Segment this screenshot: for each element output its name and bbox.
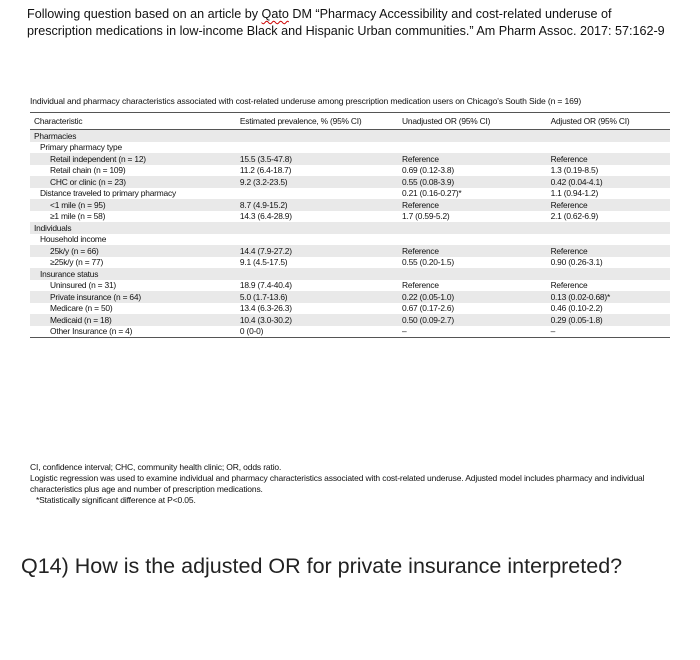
row-unadjusted-or: 1.7 (0.59-5.2) xyxy=(402,211,450,222)
row-adjusted-or xyxy=(547,234,670,246)
row-unadjusted-or: 0.22 (0.05-1.0) xyxy=(398,291,547,303)
table-row xyxy=(30,257,670,269)
table-row xyxy=(30,188,670,200)
table-row xyxy=(30,245,670,257)
row-unadjusted-or: 0.67 (0.17-2.6) xyxy=(402,303,454,314)
table-header-row xyxy=(30,113,670,130)
row-unadjusted-or xyxy=(398,130,547,142)
row-unadjusted-or: – xyxy=(398,326,547,338)
row-prevalence: 10.4 (3.0-30.2) xyxy=(236,314,398,326)
header-unadjusted-or: Unadjusted OR (95% CI) xyxy=(398,113,547,130)
row-prevalence: 0 (0-0) xyxy=(236,326,398,338)
table-footnotes xyxy=(30,462,680,506)
row-unadjusted-or: 0.50 (0.09-2.7) xyxy=(398,314,547,326)
row-prevalence xyxy=(236,142,398,154)
header-prevalence: Estimated prevalence, % (95% CI) xyxy=(236,113,398,130)
table-container xyxy=(30,96,670,338)
row-prevalence: 9.1 (4.5-17.5) xyxy=(239,257,288,268)
row-label: Medicare (n = 50) xyxy=(50,303,113,314)
row-prevalence: 18.9 (7.4-40.4) xyxy=(239,280,292,291)
row-prevalence: 11.2 (6.4-18.7) xyxy=(239,165,292,176)
table-row xyxy=(30,165,670,177)
row-label: 25k/y (n = 66) xyxy=(30,245,236,257)
row-label: CHC or clinic (n = 23) xyxy=(30,176,236,188)
row-prevalence: 8.7 (4.9-15.2) xyxy=(236,199,398,211)
row-prevalence xyxy=(236,188,398,200)
row-unadjusted-or: Reference xyxy=(398,245,547,257)
footnote-methods: Logistic regression was used to examine individual and pharmacy characteristics associated with cost-related underuse. Adjusted model includes pharmacy and individual characteristics plus age and number of prescription medications. xyxy=(30,473,645,494)
row-unadjusted-or: Reference xyxy=(398,199,547,211)
row-adjusted-or: 2.1 (0.62-6.9) xyxy=(550,211,599,222)
row-label: <1 mile (n = 95) xyxy=(30,199,236,211)
row-unadjusted-or xyxy=(398,268,547,280)
row-adjusted-or: 0.42 (0.04-4.1) xyxy=(547,176,670,188)
row-label: Pharmacies xyxy=(30,130,236,142)
row-label: Retail chain (n = 109) xyxy=(50,165,126,176)
row-adjusted-or: 1.1 (0.94-1.2) xyxy=(550,188,599,199)
question-text: Q14) How is the adjusted OR for private insurance interpreted? xyxy=(21,554,623,578)
row-label: Private insurance (n = 64) xyxy=(30,291,236,303)
row-label: Retail independent (n = 12) xyxy=(30,153,236,165)
row-label: Household income xyxy=(40,234,107,245)
intro-author-surname: Qato xyxy=(261,7,289,21)
footnote-abbreviations: CI, confidence interval; CHC, community health clinic; OR, odds ratio. xyxy=(30,462,282,472)
row-adjusted-or xyxy=(547,130,670,142)
row-adjusted-or: 0.90 (0.26-3.1) xyxy=(550,257,603,268)
row-label: Uninsured (n = 31) xyxy=(50,280,116,291)
row-label: Medicaid (n = 18) xyxy=(30,314,236,326)
row-adjusted-or: – xyxy=(547,326,670,338)
table-row xyxy=(30,211,670,223)
intro-suffix: DM “Pharmacy Accessibility and cost-related underuse of prescription medications in low-income Black and Hispanic Urban communities.” Am Pharm Assoc. 2017: 57:162-9 xyxy=(27,7,665,38)
table-row xyxy=(30,130,670,142)
row-unadjusted-or: 0.69 (0.12-3.8) xyxy=(402,165,454,176)
table-caption: Individual and pharmacy characteristics associated with cost-related underuse among prescription medication users on Chicago's South Side (n = 169) xyxy=(30,96,582,106)
row-prevalence: 14.3 (6.4-28.9) xyxy=(239,211,292,222)
row-adjusted-or: 0.29 (0.05-1.8) xyxy=(547,314,670,326)
header-characteristic: Characteristic xyxy=(30,113,236,130)
row-unadjusted-or: 0.55 (0.20-1.5) xyxy=(402,257,454,268)
row-adjusted-or: Reference xyxy=(547,245,670,257)
row-prevalence: 13.4 (6.3-26.3) xyxy=(239,303,292,314)
data-table xyxy=(30,112,670,338)
row-label: Other Insurance (n = 4) xyxy=(30,326,236,338)
row-label: Primary pharmacy type xyxy=(40,142,122,153)
table-row xyxy=(30,268,670,280)
table-row xyxy=(30,142,670,154)
table-row xyxy=(30,199,670,211)
row-prevalence: 15.5 (3.5-47.8) xyxy=(236,153,398,165)
row-unadjusted-or xyxy=(398,142,547,154)
row-label: Insurance status xyxy=(30,268,236,280)
row-unadjusted-or: 0.21 (0.16-0.27)* xyxy=(402,188,462,199)
row-prevalence: 9.2 (3.2-23.5) xyxy=(236,176,398,188)
table-row xyxy=(30,291,670,303)
row-label: Individuals xyxy=(30,222,236,234)
row-label: Distance traveled to primary pharmacy xyxy=(40,188,176,199)
row-adjusted-or: 0.13 (0.02-0.68)* xyxy=(547,291,670,303)
row-adjusted-or: Reference xyxy=(550,280,588,291)
row-unadjusted-or: Reference xyxy=(402,280,439,291)
row-label: ≥1 mile (n = 58) xyxy=(50,211,106,222)
footnote-significance: *Statistically significant difference at P<0.05. xyxy=(36,495,196,505)
row-prevalence: 5.0 (1.7-13.6) xyxy=(236,291,398,303)
table-row xyxy=(30,280,670,292)
table-row xyxy=(30,176,670,188)
header-adjusted-or: Adjusted OR (95% CI) xyxy=(547,113,670,130)
row-prevalence xyxy=(236,222,398,234)
table-row xyxy=(30,314,670,326)
row-prevalence xyxy=(236,130,398,142)
table-row xyxy=(30,326,670,338)
row-unadjusted-or xyxy=(398,234,547,246)
table-row xyxy=(30,303,670,315)
intro-prefix: Following question based on an article by xyxy=(27,7,262,21)
row-adjusted-or: Reference xyxy=(547,199,670,211)
table-row xyxy=(30,234,670,246)
row-unadjusted-or: 0.55 (0.08-3.9) xyxy=(398,176,547,188)
row-adjusted-or: 1.3 (0.19-8.5) xyxy=(550,165,599,176)
row-adjusted-or: 0.46 (0.10-2.2) xyxy=(550,303,603,314)
row-prevalence xyxy=(236,234,398,246)
row-adjusted-or xyxy=(547,142,670,154)
row-adjusted-or: Reference xyxy=(547,153,670,165)
row-adjusted-or xyxy=(547,268,670,280)
row-unadjusted-or xyxy=(398,222,547,234)
row-adjusted-or xyxy=(547,222,670,234)
row-prevalence: 14.4 (7.9-27.2) xyxy=(236,245,398,257)
row-unadjusted-or: Reference xyxy=(398,153,547,165)
row-label: ≥25k/y (n = 77) xyxy=(50,257,104,268)
row-prevalence xyxy=(236,268,398,280)
intro-paragraph xyxy=(27,6,677,40)
table-row xyxy=(30,153,670,165)
table-row xyxy=(30,222,670,234)
